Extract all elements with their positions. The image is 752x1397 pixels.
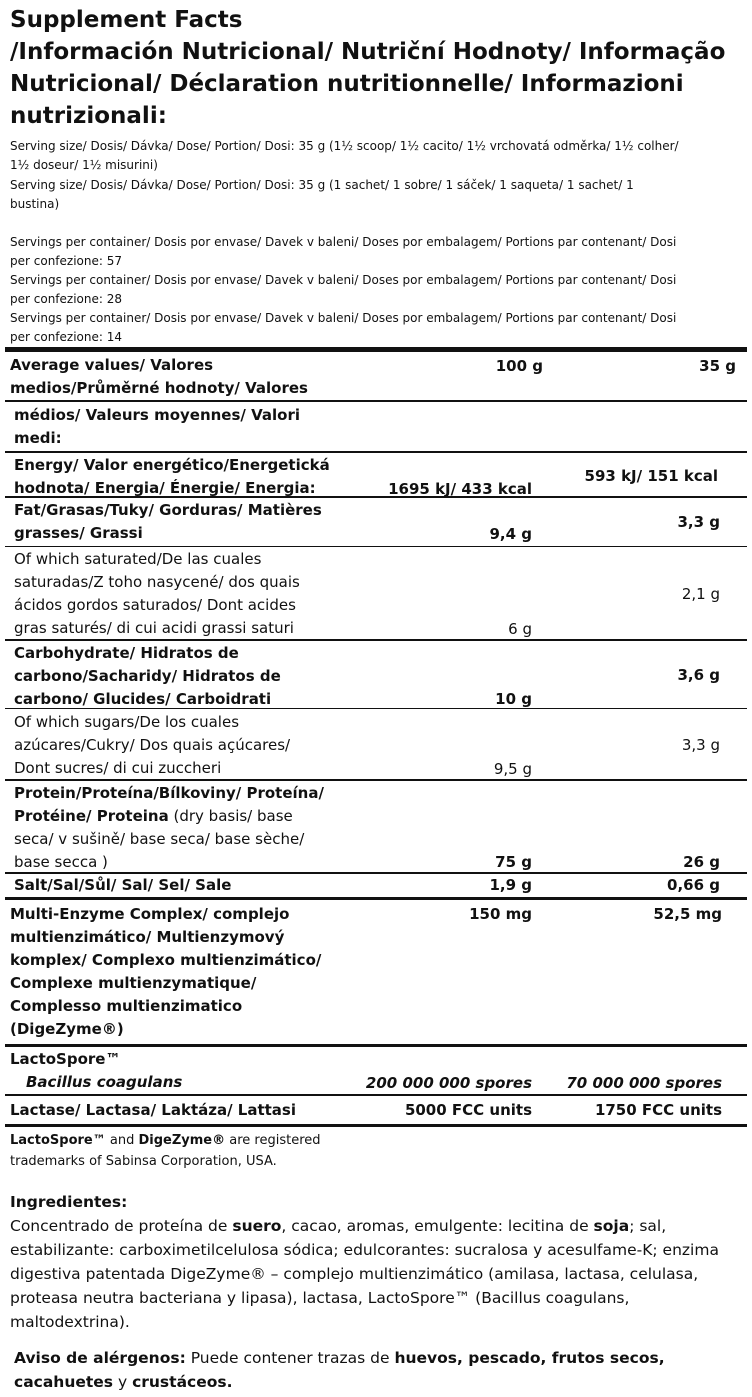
row-energy-label — [14, 454, 354, 500]
title-line: nutrizionali: — [10, 103, 167, 129]
row-sugars-100g: 9,5 g — [493, 760, 532, 778]
row-multienzyme-100g: 150 mg — [469, 905, 532, 923]
row-carbohydrate-100g: 10 g — [495, 690, 532, 708]
row-lactospore-label: LactoSpore™ — [10, 1050, 121, 1068]
row-label-line: grasses/ Grassi — [14, 524, 143, 542]
serving-line: Serving size/ Dosis/ Dávka/ Dose/ Portion/ Dosi: 35 g (1 sachet/ 1 sobre/ 1 sáček/ 1 saqueta/ 1 sachet/ 1 — [10, 178, 634, 192]
row-label-line: (dry basis/ base — [168, 807, 293, 825]
row-multienzyme-label — [10, 903, 350, 1041]
page-title — [10, 4, 745, 132]
servings-line: per confezione: 57 — [10, 254, 122, 268]
allergen-warning — [14, 1346, 749, 1394]
allergen-highlight: huevos, pescado, frutos secos, — [394, 1349, 665, 1367]
servings-per-container-14 — [10, 309, 745, 347]
rule — [5, 1044, 747, 1047]
row-protein-35g: 26 g — [683, 853, 720, 871]
ingredients-section — [10, 1190, 750, 1334]
row-saturated-label — [14, 548, 354, 640]
note-text: are registered — [225, 1133, 321, 1148]
row-label-line: carbono/ Glucides/ Carboidrati — [14, 690, 272, 708]
column-header-100g: 100 g — [495, 357, 543, 375]
row-energy-100g: 1695 kJ/ 433 kcal — [388, 480, 532, 498]
row-label-line: Protein/Proteína/Bílkoviny/ Proteína/ — [14, 784, 324, 802]
header-line: médios/ Valeurs moyennes/ Valori — [14, 406, 301, 424]
row-label-line: gras saturés/ di cui acidi grassi saturi — [14, 619, 294, 637]
thick-rule — [5, 347, 747, 352]
row-label-line: saturadas/Z toho nasycené/ dos quais — [14, 573, 300, 591]
allergen-highlight: suero — [232, 1217, 282, 1235]
servings-per-container-28 — [10, 271, 745, 309]
title-line: /Información Nutricional/ Nutriční Hodnoty/ Informação — [10, 39, 726, 65]
row-label-line: komplex/ Complexo multienzimático/ — [10, 951, 322, 969]
row-lactospore-35g: 70 000 000 spores — [566, 1074, 722, 1092]
servings-line: Servings per container/ Dosis por envase/ Davek v baleni/ Doses por embalagem/ Portions par contenant/ Dosi — [10, 235, 677, 249]
row-label-line: base secca ) — [14, 853, 108, 871]
servings-line: per confezione: 14 — [10, 330, 122, 344]
header-line: Average values/ Valores — [10, 356, 214, 374]
column-header-35g: 35 g — [699, 357, 736, 375]
ingredients-text: , cacao, aromas, emulgente: lecitina de — [281, 1217, 594, 1235]
row-saturated-100g: 6 g — [508, 620, 532, 638]
rule — [5, 400, 747, 402]
serving-line: 1½ doseur/ 1½ misurini) — [10, 158, 158, 172]
ingredients-heading: Ingredientes: — [10, 1193, 128, 1211]
allergen-label: Aviso de alérgenos: — [14, 1349, 186, 1367]
servings-line: Servings per container/ Dosis por envase/ Davek v baleni/ Doses por embalagem/ Portions par contenant/ Dosi — [10, 311, 677, 325]
ingredients-text: estabilizante: carboximetilcelulosa sódica; edulcorantes: sucralosa y acesulfame-K; enzima — [10, 1241, 719, 1259]
rule — [5, 546, 747, 547]
note-text: and — [105, 1133, 139, 1148]
row-label-line: Carbohydrate/ Hidratos de — [14, 644, 239, 662]
rule — [5, 897, 747, 900]
allergen-text: Puede contener trazas de — [185, 1349, 395, 1367]
row-lactospore-species: Bacillus coagulans — [26, 1073, 183, 1091]
row-label-line: seca/ v sušině/ base seca/ base sèche/ — [14, 830, 305, 848]
servings-per-container-57 — [10, 233, 745, 271]
row-label-line: hodnota/ Energia/ Énergie/ Energia: — [14, 479, 316, 497]
brand-lactospore: LactoSpore™ — [10, 1133, 106, 1148]
title-line: Supplement Facts — [10, 7, 243, 33]
header-line: medi: — [14, 429, 62, 447]
allergen-highlight: soja — [593, 1217, 630, 1235]
row-label-line: (DigeZyme®) — [10, 1020, 124, 1038]
rule — [5, 451, 747, 453]
ingredients-text: Concentrado de proteína de — [10, 1217, 233, 1235]
row-label-line: Energy/ Valor energético/Energetická — [14, 456, 330, 474]
row-label-line: Complexe multienzymatique/ — [10, 974, 257, 992]
row-fat-label — [14, 499, 354, 545]
row-fat-35g: 3,3 g — [677, 513, 720, 531]
trademark-note — [10, 1130, 350, 1172]
title-line: Nutricional/ Déclaration nutritionnelle/ Informazioni — [10, 71, 684, 97]
servings-line: per confezione: 28 — [10, 292, 122, 306]
row-sugars-35g: 3,3 g — [681, 736, 720, 754]
row-label-line: Complesso multienzimatico — [10, 997, 243, 1015]
row-multienzyme-35g: 52,5 mg — [653, 905, 722, 923]
row-label-line: Fat/Grasas/Tuky/ Gorduras/ Matières — [14, 501, 322, 519]
row-label-line: ácidos gordos saturados/ Dont acides — [14, 596, 296, 614]
row-protein-label — [14, 782, 354, 874]
row-lactase-label: Lactase/ Lactasa/ Laktáza/ Lattasi — [10, 1101, 296, 1119]
servings-line: Servings per container/ Dosis por envase/ Davek v baleni/ Doses por embalagem/ Portions par contenant/ Dosi — [10, 273, 677, 287]
row-label-line: Of which sugars/De los cuales — [14, 713, 240, 731]
row-energy-35g: 593 kJ/ 151 kcal — [584, 467, 718, 485]
row-lactase-100g: 5000 FCC units — [404, 1101, 532, 1119]
serving-line: bustina) — [10, 197, 60, 211]
table-header-label — [10, 354, 340, 400]
brand-digezyme: DigeZyme® — [138, 1133, 226, 1148]
ingredients-text: ; sal, — [629, 1217, 667, 1235]
row-fat-100g: 9,4 g — [489, 525, 532, 543]
row-label-line: Dont sucres/ di cui zuccheri — [14, 759, 222, 777]
serving-size-scoop — [10, 137, 745, 175]
note-text: trademarks of Sabinsa Corporation, USA. — [10, 1154, 277, 1169]
table-header-label-cont — [14, 404, 344, 450]
row-label-line: azúcares/Cukry/ Dos quais açúcares/ — [14, 736, 291, 754]
rule — [5, 1124, 747, 1127]
ingredients-text: maltodextrina). — [10, 1313, 130, 1331]
row-salt-100g: 1,9 g — [489, 876, 532, 894]
row-label-line: Protéine/ Proteina — [14, 807, 169, 825]
row-lactospore-100g: 200 000 000 spores — [365, 1074, 532, 1092]
row-salt-35g: 0,66 g — [667, 876, 720, 894]
row-lactase-35g: 1750 FCC units — [594, 1101, 722, 1119]
row-carbohydrate-35g: 3,6 g — [677, 666, 720, 684]
row-label-line: Of which saturated/De las cuales — [14, 550, 262, 568]
row-protein-100g: 75 g — [495, 853, 532, 871]
header-line: medios/Průměrné hodnoty/ Valores — [10, 379, 308, 397]
row-salt-label: Salt/Sal/Sůl/ Sal/ Sel/ Sale — [14, 876, 232, 894]
serving-line: Serving size/ Dosis/ Dávka/ Dose/ Portion/ Dosi: 35 g (1½ scoop/ 1½ cacito/ 1½ vrchovatá odměrka/ 1½ colher/ — [10, 139, 679, 153]
row-saturated-35g: 2,1 g — [681, 585, 720, 603]
row-label-line: multienzimático/ Multienzymový — [10, 928, 285, 946]
ingredients-text: proteasa neutra bacteriana y lipasa), lactasa, LactoSpore™ (Bacillus coagulans, — [10, 1289, 630, 1307]
row-label-line: carbono/Sacharidy/ Hidratos de — [14, 667, 281, 685]
ingredients-text: digestiva patentada DigeZyme® – complejo multienzimático (amilasa, lactasa, celulasa, — [10, 1265, 699, 1283]
row-sugars-label — [14, 711, 354, 780]
allergen-text: y — [113, 1373, 133, 1391]
serving-size-sachet — [10, 176, 745, 214]
allergen-highlight: crustáceos. — [132, 1373, 233, 1391]
row-carbohydrate-label — [14, 642, 354, 711]
allergen-highlight: cacahuetes — [14, 1373, 114, 1391]
row-label-line: Multi-Enzyme Complex/ complejo — [10, 905, 290, 923]
